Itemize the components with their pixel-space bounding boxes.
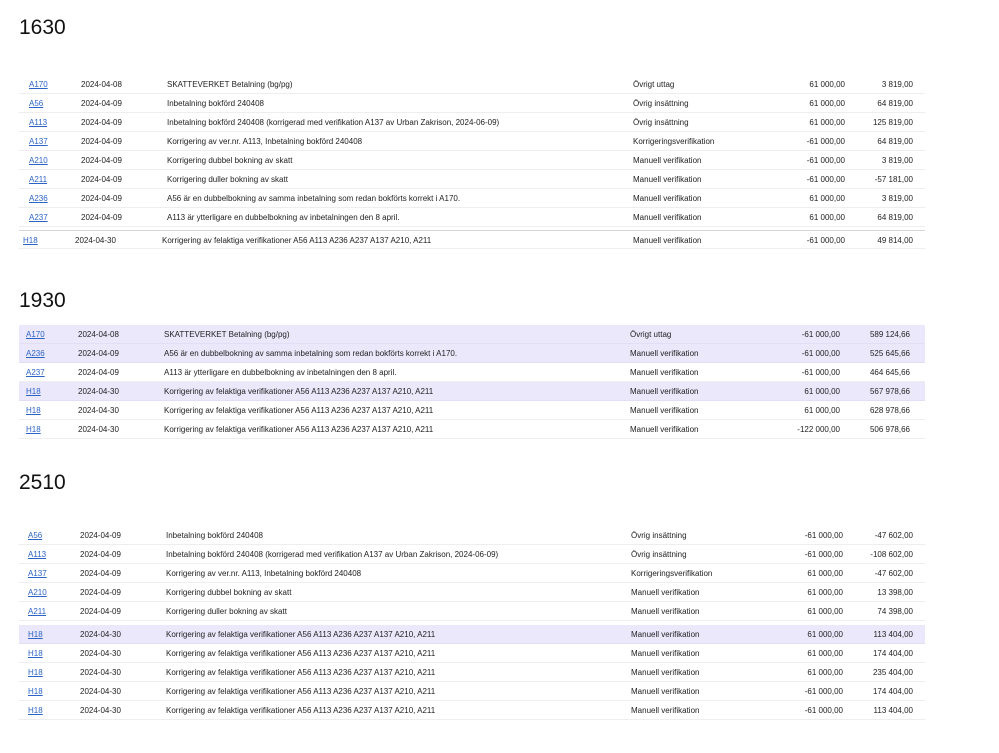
verification-link[interactable]: H18 [26,425,41,434]
date-cell: 2024-04-09 [80,569,121,578]
verification-link[interactable]: H18 [26,406,41,415]
description-cell: SKATTEVERKET Betalning (bg/pg) [164,330,290,339]
description-cell: A113 är ytterligare en dubbelbokning av inbetalningen den 8 april. [164,368,397,377]
amount-cell: 61 000,00 [804,406,840,415]
verification-link[interactable]: A170 [29,80,48,89]
balance-cell: 74 398,00 [877,607,913,616]
type-cell: Manuell verifikation [631,668,700,677]
date-cell: 2024-04-09 [81,137,122,146]
verification-link[interactable]: A113 [28,550,47,559]
date-cell: 2024-04-30 [78,406,119,415]
description-cell: Korrigering av felaktiga verifikationer A56 A113 A236 A237 A137 A210, A211 [166,687,436,696]
type-cell: Manuell verifikation [631,607,700,616]
date-cell: 2024-04-09 [81,175,122,184]
table-row [19,663,925,682]
verification-link[interactable]: H18 [28,649,43,658]
date-cell: 2024-04-09 [80,531,121,540]
date-cell: 2024-04-09 [80,550,121,559]
table-row [19,644,925,663]
description-cell: Inbetalning bokförd 240408 (korrigerad med verifikation A137 av Urban Zakrison, 2024-06-09) [167,118,500,127]
description-cell: Korrigering av felaktiga verifikationer A56 A113 A236 A237 A137 A210, A211 [162,236,432,245]
description-cell: Korrigering av ver.nr. A113, Inbetalning bokförd 240408 [167,137,363,146]
type-cell: Manuell verifikation [630,349,699,358]
amount-cell: 61 000,00 [809,99,845,108]
table-row [19,94,925,113]
balance-cell: 506 978,66 [869,425,910,434]
balance-cell: 174 404,00 [872,649,913,658]
type-cell: Manuell verifikation [633,175,702,184]
table-row [19,132,925,151]
amount-cell: 61 000,00 [807,649,843,658]
type-cell: Övrig insättning [633,99,689,108]
verification-link[interactable]: H18 [26,387,41,396]
type-cell: Övrigt uttag [633,80,675,89]
balance-cell: -108 602,00 [870,550,913,559]
table-row [19,151,925,170]
verification-link[interactable]: H18 [28,668,43,677]
date-cell: 2024-04-30 [80,668,121,677]
type-cell: Övrigt uttag [630,330,672,339]
amount-cell: -61 000,00 [801,368,840,377]
description-cell: Korrigering av felaktiga verifikationer A56 A113 A236 A237 A137 A210, A211 [166,630,436,639]
table-row [19,325,925,344]
table-row [19,170,925,189]
description-cell: Inbetalning bokförd 240408 (korrigerad med verifikation A137 av Urban Zakrison, 2024-06-09) [166,550,499,559]
balance-cell: 464 645,66 [869,368,910,377]
date-cell: 2024-04-09 [80,607,121,616]
verification-link[interactable]: H18 [28,630,43,639]
amount-cell: -61 000,00 [804,531,843,540]
type-cell: Manuell verifikation [631,630,700,639]
table-row [19,625,925,644]
balance-cell: -47 602,00 [874,569,913,578]
table-row [19,701,925,720]
verification-link[interactable]: A56 [28,531,43,540]
balance-cell: 589 124,66 [869,330,910,339]
amount-cell: 61 000,00 [807,630,843,639]
balance-cell: 628 978,66 [869,406,910,415]
table-row [19,113,925,132]
verification-link[interactable]: A137 [29,137,48,146]
table-row [19,526,925,545]
description-cell: Korrigering av felaktiga verifikationer A56 A113 A236 A237 A137 A210, A211 [164,425,434,434]
date-cell: 2024-04-30 [80,649,121,658]
table-row [19,420,925,439]
verification-link[interactable]: H18 [23,236,38,245]
amount-cell: -61 000,00 [806,175,845,184]
balance-cell: 49 814,00 [877,236,913,245]
verification-link[interactable]: A211 [29,175,48,184]
verification-link[interactable]: A210 [28,588,47,597]
type-cell: Manuell verifikation [633,194,702,203]
type-cell: Manuell verifikation [631,649,700,658]
type-cell: Manuell verifikation [630,425,699,434]
balance-cell: 113 404,00 [873,706,913,715]
amount-cell: -61 000,00 [806,156,845,165]
table-row [19,583,925,602]
amount-cell: -61 000,00 [804,687,843,696]
amount-cell: 61 000,00 [809,80,845,89]
type-cell: Manuell verifikation [631,706,700,715]
type-cell: Övrig insättning [631,531,687,540]
table-row [19,382,925,401]
date-cell: 2024-04-30 [78,387,119,396]
table-row [19,363,925,382]
table-row [19,602,925,621]
type-cell: Manuell verifikation [631,588,700,597]
amount-cell: -61 000,00 [806,137,845,146]
description-cell: Korrigering av felaktiga verifikationer A56 A113 A236 A237 A137 A210, A211 [164,406,434,415]
description-cell: A113 är ytterligare en dubbelbokning av inbetalningen den 8 april. [167,213,400,222]
date-cell: 2024-04-09 [78,349,119,358]
balance-cell: 64 819,00 [877,213,913,222]
description-cell: Korrigering duller bokning av skatt [167,175,288,184]
date-cell: 2024-04-30 [80,706,121,715]
amount-cell: -122 000,00 [797,425,840,434]
type-cell: Korrigeringsverifikation [631,569,713,578]
date-cell: 2024-04-30 [75,236,116,245]
type-cell: Manuell verifikation [630,387,699,396]
table-row [19,75,925,94]
description-cell: Inbetalning bokförd 240408 [167,99,264,108]
balance-cell: 174 404,00 [872,687,913,696]
description-cell: Korrigering dubbel bokning av skatt [166,588,292,597]
verification-link[interactable]: A210 [29,156,48,165]
date-cell: 2024-04-09 [81,156,122,165]
balance-cell: 64 819,00 [877,137,913,146]
verification-link[interactable]: A237 [26,368,45,377]
balance-cell: 64 819,00 [877,99,913,108]
balance-cell: 235 404,00 [872,668,913,677]
type-cell: Manuell verifikation [633,213,702,222]
table-row [19,682,925,701]
balance-cell: 3 819,00 [881,80,913,89]
balance-cell: 567 978,66 [869,387,910,396]
balance-cell: -57 181,00 [874,175,913,184]
table-row [19,189,925,208]
date-cell: 2024-04-08 [78,330,119,339]
table-row [19,344,925,363]
verification-link[interactable]: A113 [29,118,48,127]
amount-cell: 61 000,00 [809,118,845,127]
amount-cell: -61 000,00 [801,349,840,358]
description-cell: Korrigering dubbel bokning av skatt [167,156,293,165]
balance-cell: 3 819,00 [881,194,913,203]
verification-link[interactable]: A236 [29,194,48,203]
type-cell: Manuell verifikation [633,236,702,245]
type-cell: Övrig insättning [631,550,687,559]
balance-cell: 3 819,00 [881,156,913,165]
date-cell: 2024-04-09 [81,99,122,108]
amount-cell: -61 000,00 [801,330,840,339]
account-heading: 1630 [19,16,66,39]
type-cell: Manuell verifikation [631,687,700,696]
balance-cell: -47 602,00 [874,531,913,540]
date-cell: 2024-04-30 [80,687,121,696]
amount-cell: 61 000,00 [809,194,845,203]
date-cell: 2024-04-30 [80,630,121,639]
date-cell: 2024-04-09 [81,213,122,222]
verification-link[interactable]: H18 [28,706,43,715]
table-row [19,230,925,249]
amount-cell: -61 000,00 [806,236,845,245]
amount-cell: -61 000,00 [804,550,843,559]
description-cell: Korrigering av felaktiga verifikationer A56 A113 A236 A237 A137 A210, A211 [166,649,436,658]
amount-cell: 61 000,00 [807,588,843,597]
date-cell: 2024-04-09 [81,118,122,127]
amount-cell: 61 000,00 [807,607,843,616]
account-heading: 1930 [19,289,66,312]
verification-link[interactable]: A170 [26,330,45,339]
verification-link[interactable]: H18 [28,687,43,696]
table-row [19,545,925,564]
date-cell: 2024-04-09 [78,368,119,377]
amount-cell: -61 000,00 [804,706,843,715]
amount-cell: 61 000,00 [807,668,843,677]
description-cell: Korrigering duller bokning av skatt [166,607,287,616]
date-cell: 2024-04-30 [78,425,119,434]
verification-link[interactable]: A137 [28,569,47,578]
balance-cell: 525 645,66 [869,349,910,358]
type-cell: Manuell verifikation [630,406,699,415]
balance-cell: 13 398,00 [877,588,913,597]
date-cell: 2024-04-09 [80,588,121,597]
verification-link[interactable]: A237 [29,213,48,222]
description-cell: Korrigering av felaktiga verifikationer A56 A113 A236 A237 A137 A210, A211 [166,668,436,677]
type-cell: Manuell verifikation [630,368,699,377]
description-cell: A56 är en dubbelbokning av samma inbetalning som redan bokförts korrekt i A170. [164,349,458,358]
account-heading: 2510 [19,471,66,494]
table-row [19,564,925,583]
description-cell: Korrigering av felaktiga verifikationer A56 A113 A236 A237 A137 A210, A211 [164,387,434,396]
date-cell: 2024-04-08 [81,80,122,89]
balance-cell: 113 404,00 [873,630,913,639]
amount-cell: 61 000,00 [804,387,840,396]
description-cell: SKATTEVERKET Betalning (bg/pg) [167,80,293,89]
type-cell: Övrig insättning [633,118,689,127]
description-cell: A56 är en dubbelbokning av samma inbetalning som redan bokförts korrekt i A170. [167,194,461,203]
table-row [19,401,925,420]
table-row [19,208,925,227]
type-cell: Korrigeringsverifikation [633,137,715,146]
description-cell: Inbetalning bokförd 240408 [166,531,263,540]
balance-cell: 125 819,00 [872,118,913,127]
amount-cell: 61 000,00 [807,569,843,578]
date-cell: 2024-04-09 [81,194,122,203]
type-cell: Manuell verifikation [633,156,702,165]
verification-link[interactable]: A56 [29,99,44,108]
amount-cell: 61 000,00 [809,213,845,222]
description-cell: Korrigering av felaktiga verifikationer A56 A113 A236 A237 A137 A210, A211 [166,706,436,715]
verification-link[interactable]: A211 [28,607,47,616]
description-cell: Korrigering av ver.nr. A113, Inbetalning bokförd 240408 [166,569,362,578]
verification-link[interactable]: A236 [26,349,45,358]
